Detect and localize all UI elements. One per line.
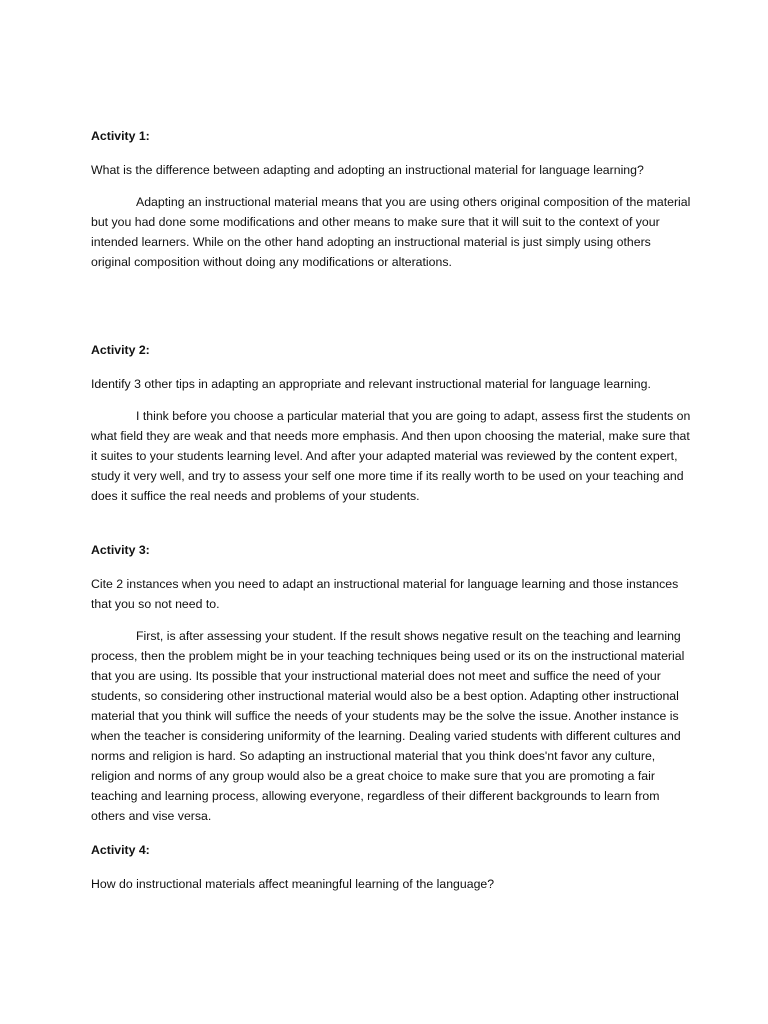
document-content bbox=[91, 126, 691, 894]
activity-4-question: How do instructional materials affect meaningful learning of the language? bbox=[91, 877, 495, 891]
activity-4-heading: Activity 4: bbox=[91, 843, 150, 857]
activity-2-heading: Activity 2: bbox=[91, 343, 150, 357]
activity-1-answer: Adapting an instructional material means that you are using others original composition of the material but you had done some modifications and other means to make sure that it will suit to the context of your intended learners. While on the other hand adopting an instructional material is just simply using others original composition without doing any modifications or alterations. bbox=[91, 195, 691, 269]
activity-1-heading: Activity 1: bbox=[91, 129, 150, 143]
activity-1-question: What is the difference between adapting and adopting an instructional material for language learning? bbox=[91, 163, 644, 177]
activity-3-heading: Activity 3: bbox=[91, 543, 150, 557]
activity-2-answer: I think before you choose a particular material that you are going to adapt, assess first the students on what field they are weak and that needs more emphasis. And then upon choosing the material, make sure that it suites to your students learning level. And after your adapted material was reviewed by the content expert, study it very well, and try to assess your self one more time if its really worth to be used on your teaching and does it suffice the real needs and problems of your students. bbox=[91, 409, 691, 503]
activity-3-question: Cite 2 instances when you need to adapt an instructional material for language learning and those instances that you so not need to. bbox=[91, 577, 679, 611]
activity-2-question: Identify 3 other tips in adapting an appropriate and relevant instructional material for language learning. bbox=[91, 377, 651, 391]
activity-3-answer: First, is after assessing your student. If the result shows negative result on the teaching and learning process, then the problem might be in your teaching techniques being used or its on the instructional material that you are using. Its possible that your instructional material does not meet and suffice the need of your students, so considering other instructional material would also be a best option. Adapting other instructional material that you think will suffice the needs of your students may be the solve the issue. Another instance is when the teacher is considering uniformity of the learning. Dealing varied students with different cultures and norms and religion is hard. So adapting an instructional material that you think does'nt favor any culture, religion and norms of any group would also be a great choice to make sure that you are promoting a fair teaching and learning process, allowing everyone, regardless of their different backgrounds to learn from others and vise versa. bbox=[91, 629, 685, 823]
